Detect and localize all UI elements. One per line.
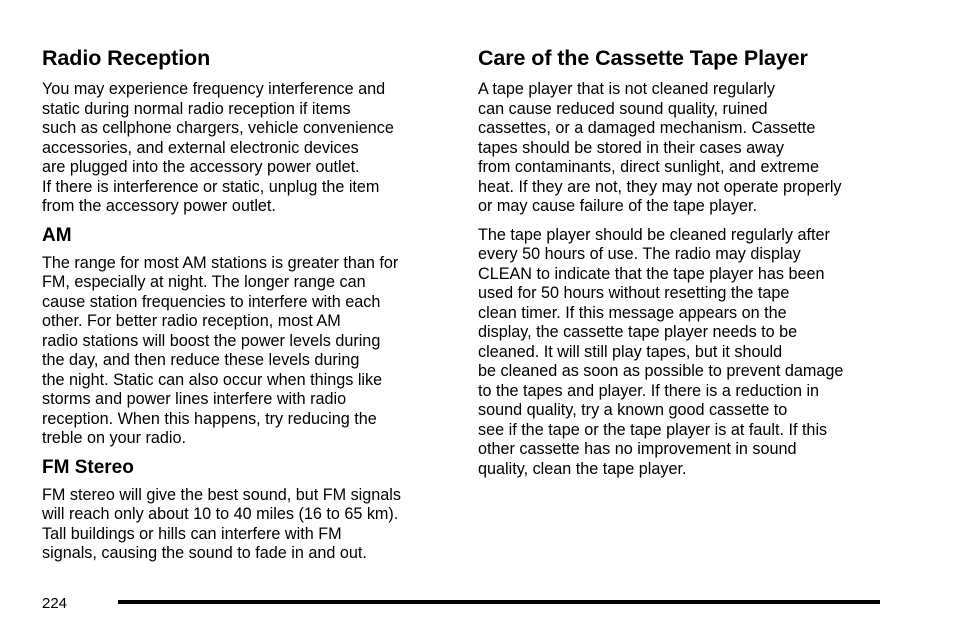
cassette-care-section: [478, 44, 898, 479]
text-line: see if the tape or the tape player is at fault. If this: [478, 420, 828, 439]
right-column: [478, 44, 898, 479]
spacer: [478, 217, 898, 226]
text-line: other. For better radio reception, most AM: [42, 312, 341, 330]
text-line: cleaned. It will still play tapes, but it should: [478, 342, 783, 361]
text-line: FM stereo will give the best sound, but FM signals: [42, 485, 401, 504]
text-line: sound quality, try a known good cassette to: [478, 401, 788, 419]
text-line: such as cellphone chargers, vehicle convenience: [42, 119, 394, 137]
text-line: can cause reduced sound quality, ruined: [478, 99, 768, 118]
fm-stereo-heading: FM Stereo: [42, 456, 134, 478]
am-heading: AM: [42, 224, 72, 246]
text-line: other cassette has no improvement in sound: [478, 440, 797, 458]
text-line: FM, especially at night. The longer range can: [42, 273, 366, 291]
text-line: to the tapes and player. If there is a reduction in: [478, 381, 820, 400]
fm-stereo-paragraph: [42, 486, 452, 564]
text-line: from contaminants, direct sunlight, and extreme: [478, 158, 819, 176]
text-line: A tape player that is not cleaned regularly: [478, 80, 775, 98]
text-line: static during normal radio reception if items: [42, 99, 351, 118]
text-line: from the accessory power outlet.: [42, 197, 276, 215]
cassette-care-heading: Care of the Cassette Tape Player: [478, 46, 808, 70]
am-section: [42, 224, 452, 449]
radio-reception-paragraph: [42, 80, 452, 217]
text-line: tapes should be stored in their cases away: [478, 138, 784, 157]
cassette-care-paragraph-1: [478, 80, 898, 217]
text-line: are plugged into the accessory power outlet.: [42, 158, 360, 176]
text-line: cause station frequencies to interfere with each: [42, 292, 381, 311]
text-line: every 50 hours of use. The radio may display: [478, 245, 801, 263]
text-line: signals, causing the sound to fade in and out.: [42, 544, 367, 562]
footer-rule: [118, 600, 880, 604]
text-line: the day, and then reduce these levels during: [42, 351, 360, 369]
text-line: quality, clean the tape player.: [478, 459, 687, 478]
text-line: be cleaned as soon as possible to prevent damage: [478, 362, 844, 380]
text-line: The tape player should be cleaned regularly after: [478, 225, 830, 244]
text-line: will reach only about 10 to 40 miles (16 to 65 km).: [42, 505, 399, 523]
spacer: [42, 449, 452, 456]
spacer: [42, 217, 452, 224]
text-line: radio stations will boost the power levels during: [42, 331, 381, 350]
text-line: CLEAN to indicate that the tape player has been: [478, 264, 825, 283]
page-number: 224: [42, 595, 68, 612]
text-line: or may cause failure of the tape player.: [478, 197, 757, 215]
fm-stereo-section: [42, 456, 452, 564]
text-line: used for 50 hours without resetting the tape: [478, 284, 790, 302]
text-line: clean timer. If this message appears on the: [478, 303, 787, 322]
text-line: heat. If they are not, they may not operate properly: [478, 177, 842, 196]
text-line: Tall buildings or hills can interfere with FM: [42, 524, 342, 543]
text-line: accessories, and external electronic devices: [42, 138, 359, 157]
text-line: display, the cassette tape player needs to be: [478, 323, 798, 341]
radio-reception-heading: Radio Reception: [42, 46, 211, 70]
text-line: treble on your radio.: [42, 429, 186, 447]
left-column: [42, 44, 452, 564]
text-line: If there is interference or static, unplug the item: [42, 177, 380, 196]
radio-reception-section: [42, 44, 452, 217]
cassette-care-paragraph-2: [478, 226, 898, 480]
text-line: cassettes, or a damaged mechanism. Cassette: [478, 119, 816, 137]
text-line: the night. Static can also occur when things like: [42, 370, 383, 389]
am-paragraph: [42, 254, 452, 449]
text-line: storms and power lines interfere with radio: [42, 390, 347, 408]
text-line: You may experience frequency interference and: [42, 80, 386, 98]
text-line: The range for most AM stations is greater than for: [42, 253, 399, 272]
text-line: reception. When this happens, try reducing the: [42, 409, 377, 428]
